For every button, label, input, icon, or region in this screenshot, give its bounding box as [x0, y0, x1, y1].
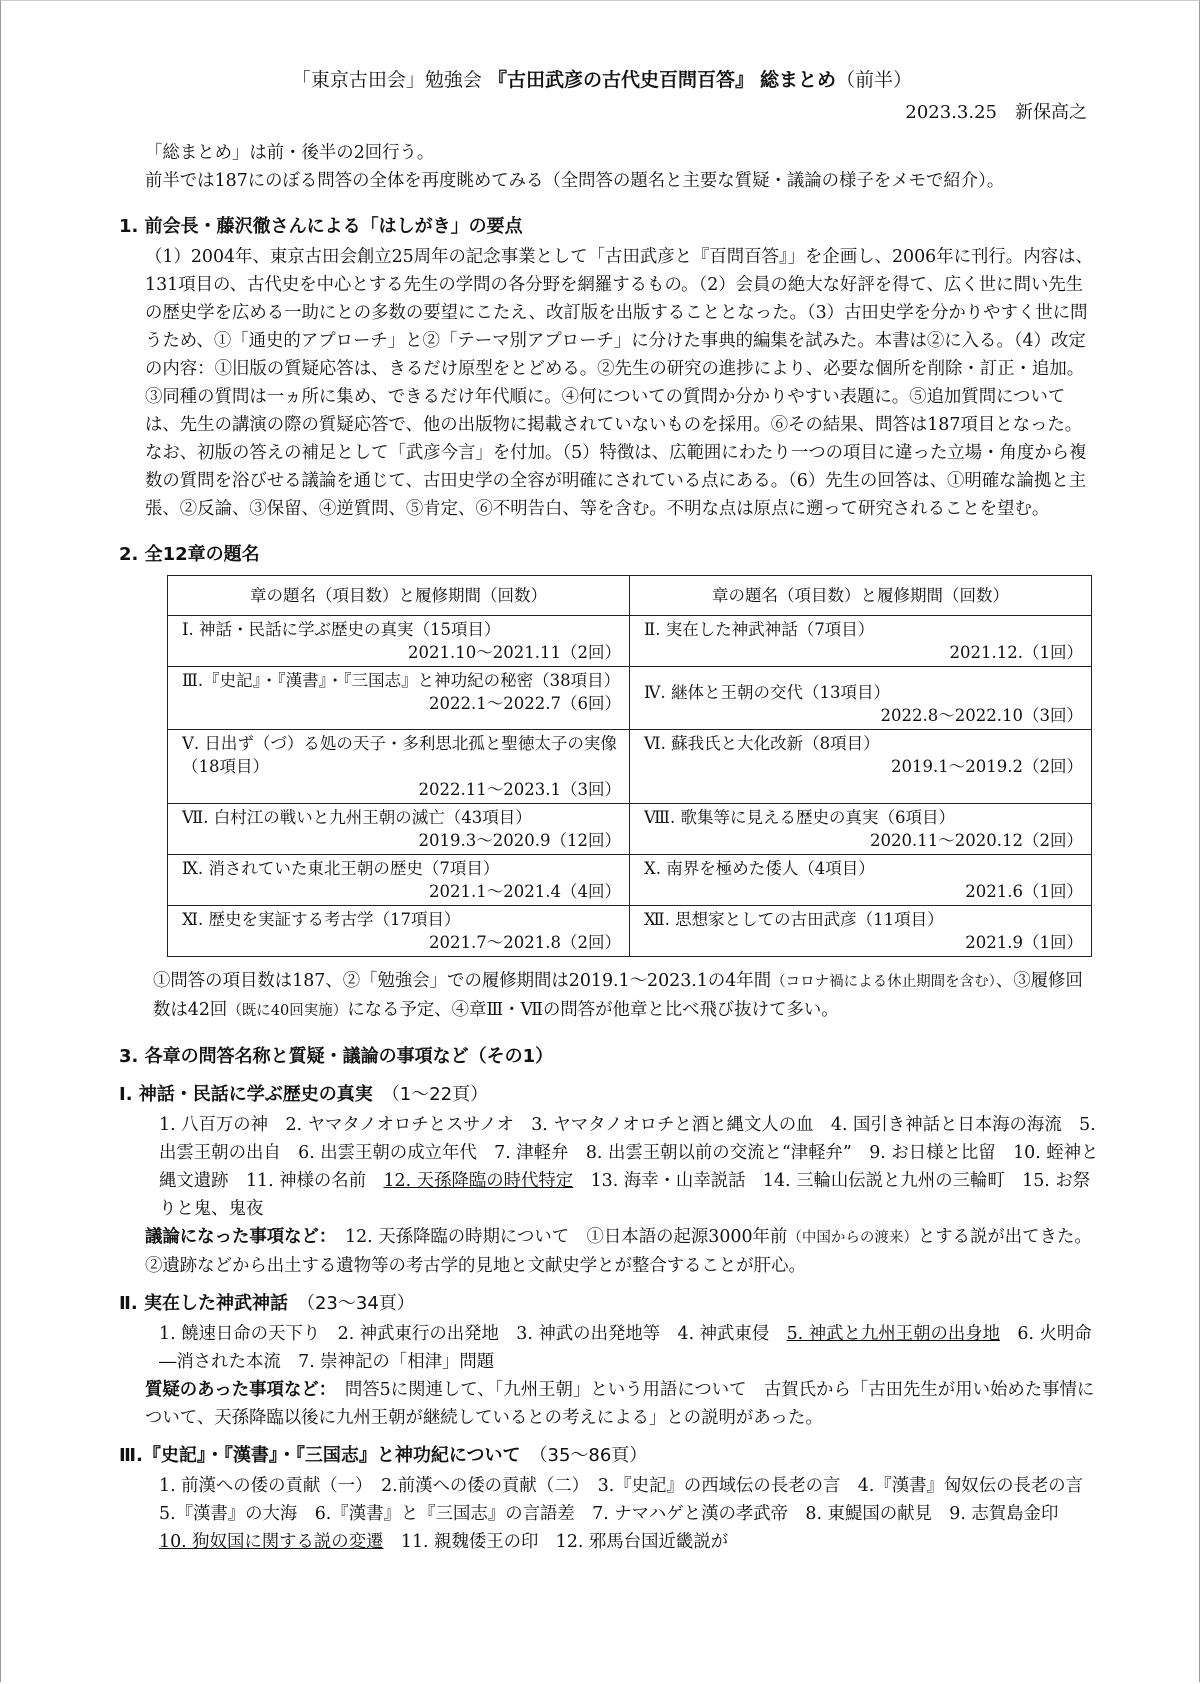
- table-row: [168, 855, 1092, 906]
- items-underlined: 12. 天孫降臨の時代特定: [383, 1171, 574, 1191]
- chapter1-items: [119, 1111, 1099, 1223]
- chapter-cell: [630, 906, 1092, 957]
- chapter-cell: [168, 730, 630, 804]
- chapter-table: [167, 575, 1092, 957]
- items-text: 6. 火明命―消された本流 7. 崇神記の「相津」問題: [159, 1324, 1092, 1372]
- chapter1-title: Ⅰ. 神話・民話に学ぶ歴史の真実: [119, 1084, 373, 1105]
- chapter-period: 2021.10～2021.11（2回）: [408, 643, 621, 662]
- items-underlined: 10. 狗奴国に関する説の変遷: [159, 1532, 384, 1552]
- chapter-cell: [630, 730, 1092, 804]
- chapter-name: Ⅻ. 思想家としての古田武彦（11項目）: [644, 910, 944, 929]
- chapter2-items: [119, 1320, 1099, 1376]
- table-row: [168, 804, 1092, 855]
- discussion-label: 議論になった事項など：: [145, 1227, 328, 1247]
- document-title: [1, 65, 1202, 92]
- section2-heading: 2. 全12章の題名: [119, 544, 260, 565]
- chapter-cell: [630, 804, 1092, 855]
- chapter-period: 2019.3～2020.9（12回）: [418, 831, 621, 850]
- chapter2-question: [119, 1376, 1099, 1432]
- title-book: 『古田武彦の古代史百問百答』: [487, 69, 754, 91]
- chapter-name: Ⅺ. 歴史を実証する考古学（17項目）: [182, 910, 461, 929]
- chapter2-pages: （23～34頁）: [305, 1293, 415, 1314]
- chapter-period: 2021.7～2021.8（2回）: [429, 933, 621, 952]
- chapter-name: Ⅷ. 歌集等に見える歴史の真実（6項目）: [644, 808, 955, 827]
- items-text: 1. 八百万の神 2. ヤマタノオロチとスサノオ 3. ヤマタノオロチと酒と縄文人の血 4. 国引き神話と日本海の海流 5. 出雲王朝の出自 6. 出雲王朝の成立年代 7. 津軽弁 8. 出雲王朝以前の交流と“津軽弁” 9. お日様と比留 10. 蛭神と縄文遺跡 11. 神様の名前: [159, 1115, 1099, 1191]
- document-body: [119, 139, 1099, 1556]
- chapter1-discussion: [119, 1223, 1099, 1280]
- chapter-cell: [168, 804, 630, 855]
- title-part: （前半）: [836, 69, 913, 91]
- chapter3-items: [119, 1472, 1099, 1556]
- items-text: 1. 饒速日命の天下り 2. 神武東行の出発地 3. 神武の出発地等 4. 神武東侵: [159, 1324, 787, 1344]
- chapter-period: 2021.9（1回）: [965, 933, 1083, 952]
- items-text: 1. 前漢への倭の貢献（一） 2.前漢への倭の貢献（二） 3.『史記』の西域伝の長老の言 4.『漢書』匈奴伝の長老の言 5.『漢書』の大海 6.『漢書』と『三国志』の言語差 7. ナマハゲと漢の孝武帝 8. 東鯷国の献見 9. 志賀島金印: [159, 1476, 1101, 1524]
- chapter1-heading: [119, 1081, 1099, 1109]
- col-header-left: 章の題名（項目数）と履修期間（回数）: [168, 576, 630, 616]
- chapter-cell: [630, 667, 1092, 730]
- chapter-period: 2020.11～2020.12（2回）: [870, 831, 1083, 850]
- items-text: 11. 親魏倭王の印 12. 邪馬台国近畿説が: [383, 1532, 729, 1552]
- section3-heading: 3. 各章の問答名称と質疑・議論の事項など（その1）: [119, 1046, 554, 1067]
- table-row: [168, 667, 1092, 730]
- chapter-period: 2021.1～2021.4（4回）: [429, 882, 621, 901]
- chapter-name: Ⅴ. 日出ず（づ）る処の天子・多利思北孤と聖徳太子の実像（18項目）: [182, 734, 617, 776]
- chapter-name: Ⅳ. 継体と王朝の交代（13項目）: [644, 683, 890, 702]
- col-header-right: 章の題名（項目数）と履修期間（回数）: [630, 576, 1092, 616]
- chapter-period: 2021.12.（1回）: [949, 643, 1083, 662]
- chapter-name: Ⅹ. 南界を極めた倭人（4項目）: [644, 859, 875, 878]
- chapter-name: Ⅰ. 神話・民話に学ぶ歴史の真実（15項目）: [182, 620, 501, 639]
- note-small: （コロナ禍による休止期間を含む）: [771, 974, 996, 990]
- chapter-period: 2022.8～2022.10（3回）: [880, 706, 1083, 725]
- chapter-name: Ⅱ. 実在した神武神話（7項目）: [644, 620, 875, 639]
- discussion-small: （中国からの渡来）: [787, 1230, 918, 1246]
- question-text: 問答5に関連して、「九州王朝」という用語について 古賀氏から「古田先生が用い始めた事情について、天孫降臨以後に九州王朝が継続しているとの考えによる」との説明があった。: [145, 1380, 1095, 1428]
- chapter-cell: [630, 616, 1092, 667]
- chapter-name: Ⅵ. 蘇我氏と大化改新（8項目）: [644, 734, 880, 753]
- items-text: 13. 海幸・山幸説話 14. 三輪山伝説と九州の三輪町 15. お祭りと鬼、鬼夜: [159, 1171, 1091, 1219]
- chapter1-pages: （1～22頁）: [390, 1084, 489, 1105]
- chapter3-title: Ⅲ.『史記』・『漢書』・『三国志』と神功紀について: [119, 1445, 521, 1466]
- chapter-cell: [168, 855, 630, 906]
- chapter3-heading: [119, 1442, 1099, 1470]
- question-label: 質疑のあった事項など：: [145, 1380, 328, 1400]
- title-summary: 総まとめ: [760, 69, 837, 91]
- chapter-name: Ⅶ. 白村江の戦いと九州王朝の滅亡（43項目）: [182, 808, 532, 827]
- date-author: 2023.3.25 新保高之: [905, 102, 1087, 123]
- note-small: （既に40回実施）: [227, 1003, 348, 1019]
- chapter-cell: [630, 855, 1092, 906]
- chapter3-pages: （35～86頁）: [538, 1445, 648, 1466]
- table-row: [168, 616, 1092, 667]
- chapter-name: Ⅸ. 消されていた東北王朝の歴史（7項目）: [182, 859, 500, 878]
- items-underlined: 5. 神武と九州王朝の出身地: [786, 1324, 1001, 1344]
- table-row: [168, 906, 1092, 957]
- table-row: [168, 730, 1092, 804]
- chapter2-heading: [119, 1290, 1099, 1318]
- section1-heading: 1. 前会長・藤沢徹さんによる「はしがき」の要点: [119, 216, 523, 237]
- discussion-text: とする説が出てきた。②遺跡などから出土する遺物等の考古学的見地と文献史学とが整合することが肝心。: [145, 1227, 1092, 1276]
- note-text: 、③履修回数は42回: [153, 971, 1083, 1020]
- note-text: になる予定、④章Ⅲ・Ⅶの問答が他章と比べ飛び抜けて多い。: [347, 1000, 839, 1020]
- intro-line-2: 前半では187にのぼる問答の全体を再度眺めてみる（全問答の題名と主要な質疑・議論の様子をメモで紹介）。: [145, 171, 1005, 191]
- note-text: ①問答の項目数は187、②「勉強会」での履修期間は2019.1～2023.1の4年間: [153, 971, 772, 991]
- chapter-cell: [168, 667, 630, 730]
- chapter-name: Ⅲ.『史記』・『漢書』・『三国志』と神功紀の秘密（38項目）: [182, 671, 621, 690]
- chapter2-title: Ⅱ. 実在した神武神話: [119, 1293, 288, 1314]
- chapter-period: 2022.1～2022.7（6回）: [429, 694, 621, 713]
- chapter-period: 2019.1～2019.2（2回）: [891, 757, 1083, 776]
- section1-text: （1）2004年、東京古田会創立25周年の記念事業として「古田武彦と『百問百答』」を企画し、2006年に刊行。内容は、131項目の、古代史を中心とする先生の学問の各分野を網羅するもの。（2）会員の絶大な好評を得て、広く世に問い先生の歴史学を広める一助にとの多数の要望にこたえ、改訂版を出版することとなった。（3）古田史学を分かりやすく世に問うため、①「通史的アプローチ」と②「テーマ別アプローチ」に分けた事典的編集を試みた。本書は②に入る。（4）改定の内容：①旧版の質疑応答は、きるだけ原型をとどめる。②先生の研究の進捗により、必要な個所を削除・訂正・追加。③同種の質問は一ヵ所に集め、できるだけ年代順に。④何についての質問か分かりやすい表題に。⑤追加質問については、先生の講演の際の質疑応答で、他の出版物に掲載されていないものを採用。⑥その結果、問答は187項目となった。なお、初版の答えの補足として「武彦今言」を付加。（5）特徴は、広範囲にわたり一つの項目に違った立場・角度から複数の質問を浴びせる議論を通じて、古田史学の全容が明確にされている点にある。（6）先生の回答は、①明確な論拠と主張、②反論、③保留、④逆質問、⑤肯定、⑥不明告白、等を含む。不明な点は原点に遡って研究されることを望む。: [145, 247, 1093, 519]
- chapter-cell: [168, 616, 630, 667]
- intro-line-1: 「総まとめ」は前・後半の2回行う。: [145, 143, 435, 163]
- discussion-text: 12. 天孫降臨の時期について ①日本語の起源3000年前: [345, 1227, 788, 1247]
- table-note: [119, 967, 1099, 1025]
- title-group: 「東京古田会」勉強会: [291, 69, 482, 91]
- chapter-cell: [168, 906, 630, 957]
- chapter-period: 2022.11～2023.1（3回）: [418, 780, 621, 799]
- chapter-table-header: [168, 576, 1092, 616]
- chapter-period: 2021.6（1回）: [965, 882, 1083, 901]
